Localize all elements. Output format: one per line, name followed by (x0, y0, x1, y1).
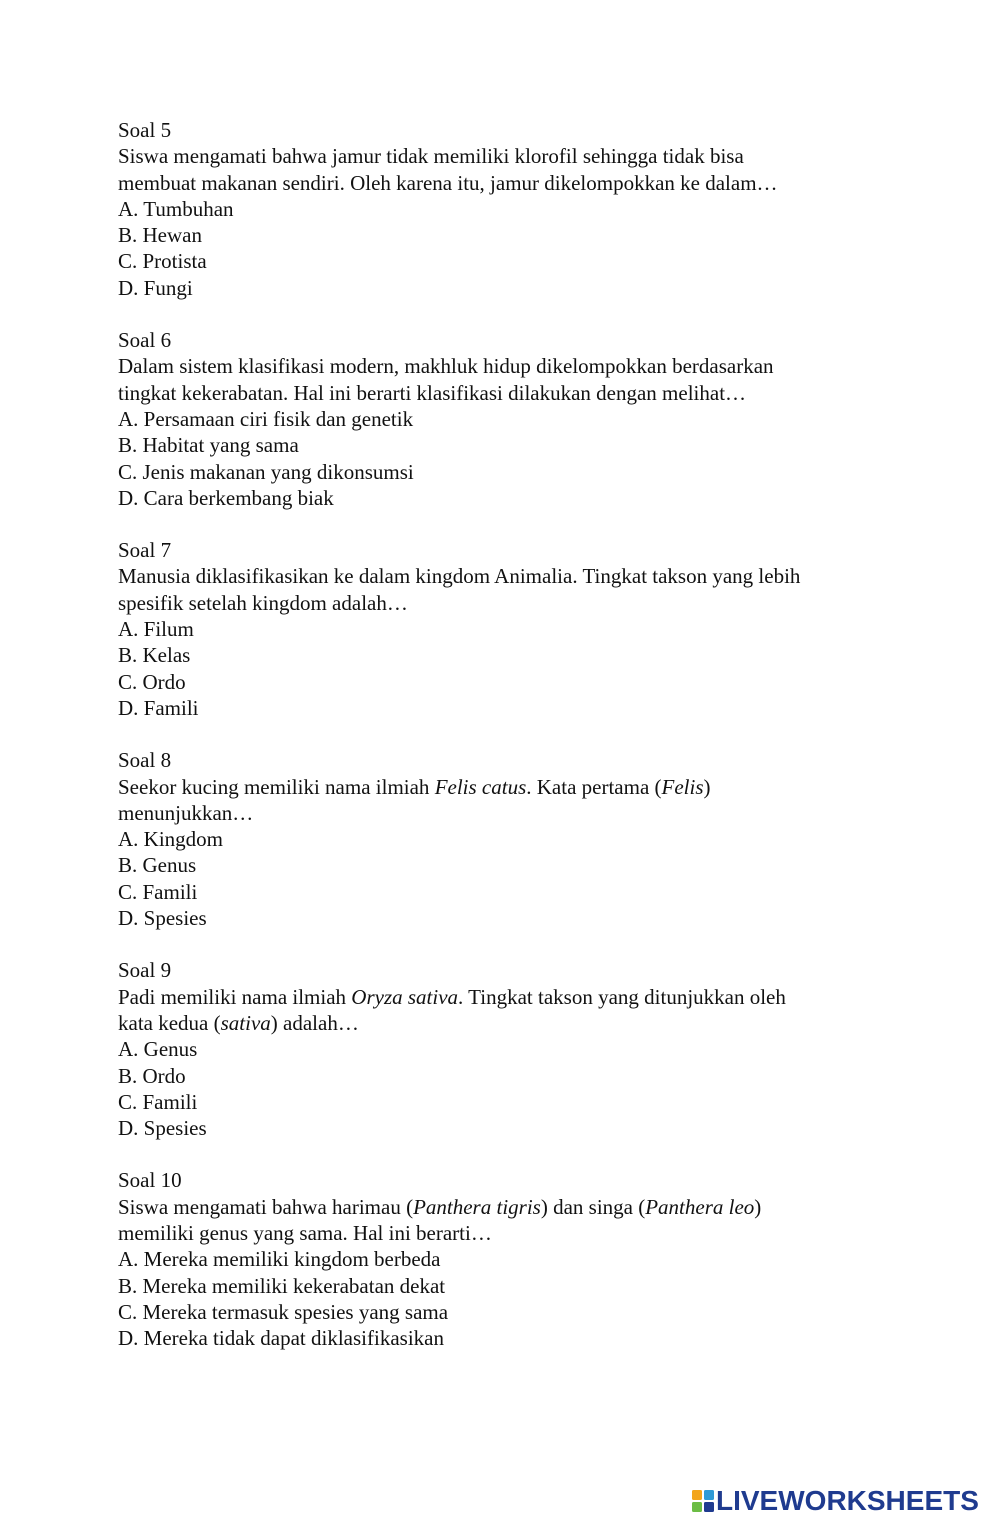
scientific-name: Felis catus (434, 774, 527, 799)
answer-option[interactable]: B. Ordo (118, 1063, 186, 1088)
scientific-name: Panthera leo (645, 1194, 755, 1219)
question-text-line (118, 984, 878, 1010)
question-block (118, 957, 878, 1141)
answer-option[interactable]: A. Kingdom (118, 827, 223, 852)
scientific-name: Panthera tigris (413, 1194, 541, 1219)
question-text: tingkat kekerabatan. Hal ini berarti klasifikasi dilakukan dengan melihat… (118, 380, 747, 405)
question-text: ) (754, 1194, 762, 1219)
question-text: spesifik setelah kingdom adalah… (118, 590, 408, 615)
answer-option[interactable]: D. Spesies (118, 906, 207, 931)
question-text-line (118, 774, 878, 800)
question-text-line (118, 800, 878, 826)
answer-option[interactable]: C. Famili (118, 879, 198, 904)
question-title: Soal 9 (118, 958, 172, 983)
answer-option[interactable]: B. Kelas (118, 643, 191, 668)
question-title: Soal 5 (118, 118, 172, 142)
answer-option[interactable]: A. Filum (118, 617, 194, 642)
scientific-name: Oryza sativa (351, 984, 459, 1009)
question-text-line (118, 1220, 878, 1246)
question-title: Soal 7 (118, 538, 172, 563)
answer-option[interactable]: A. Persamaan ciri fisik dan genetik (118, 406, 414, 431)
question-text-line (118, 1194, 878, 1220)
question-title: Soal 10 (118, 1168, 182, 1193)
answer-option[interactable]: D. Cara berkembang biak (118, 485, 334, 510)
answer-option[interactable]: C. Jenis makanan yang dikonsumsi (118, 459, 414, 484)
question-block (118, 747, 878, 931)
answer-option[interactable]: A. Genus (118, 1037, 198, 1062)
question-text-line (118, 563, 878, 589)
question-text: Manusia diklasifikasikan ke dalam kingdom Animalia. Tingkat takson yang lebih (118, 564, 801, 589)
question-title: Soal 6 (118, 328, 172, 353)
answer-option[interactable]: B. Hewan (118, 223, 202, 248)
question-text-line (118, 1010, 878, 1036)
answer-option[interactable]: D. Fungi (118, 275, 193, 300)
scientific-name: Felis (661, 774, 704, 799)
question-text: memiliki genus yang sama. Hal ini berarti… (118, 1220, 492, 1245)
question-text: Siswa mengamati bahwa jamur tidak memiliki klorofil sehingga tidak bisa (118, 144, 744, 169)
liveworksheets-logo[interactable] (692, 1484, 979, 1518)
question-text: Seekor kucing memiliki nama ilmiah (118, 774, 435, 799)
question-text: ) dan singa ( (540, 1194, 646, 1219)
question-text: Padi memiliki nama ilmiah (118, 984, 352, 1009)
answer-option[interactable]: D. Spesies (118, 1116, 207, 1141)
answer-option[interactable]: A. Tumbuhan (118, 196, 234, 221)
question-text-line (118, 590, 878, 616)
question-text-line (118, 353, 878, 379)
answer-option[interactable]: C. Famili (118, 1089, 198, 1114)
answer-option[interactable]: A. Mereka memiliki kingdom berbeda (118, 1247, 441, 1272)
answer-option[interactable]: C. Protista (118, 249, 207, 274)
question-text-line (118, 143, 878, 169)
question-text: Siswa mengamati bahwa harimau ( (118, 1194, 414, 1219)
answer-option[interactable]: C. Ordo (118, 669, 186, 694)
question-text: menunjukkan… (118, 800, 254, 825)
question-text: . Kata pertama ( (526, 774, 662, 799)
answer-option[interactable]: C. Mereka termasuk spesies yang sama (118, 1299, 449, 1324)
logo-text: LIVEWORKSHEETS (716, 1485, 979, 1516)
question-text: ) (703, 774, 711, 799)
question-title: Soal 8 (118, 748, 172, 773)
liveworksheets-logo-icon (692, 1490, 714, 1512)
question-block (118, 537, 878, 721)
question-block (118, 1167, 878, 1351)
answer-option[interactable]: B. Genus (118, 853, 197, 878)
question-text: ) adalah… (270, 1010, 359, 1035)
question-text: membuat makanan sendiri. Oleh karena itu, jamur dikelompokkan ke dalam… (118, 170, 778, 195)
question-text: . Tingkat takson yang ditunjukkan oleh (458, 984, 786, 1009)
question-text-line (118, 380, 878, 406)
question-block (118, 117, 878, 301)
answer-option[interactable]: B. Habitat yang sama (118, 433, 299, 458)
answer-option[interactable]: B. Mereka memiliki kekerabatan dekat (118, 1273, 446, 1298)
question-block (118, 327, 878, 511)
question-text: kata kedua ( (118, 1010, 221, 1035)
worksheet-page (118, 117, 878, 1377)
question-text: Dalam sistem klasifikasi modern, makhluk hidup dikelompokkan berdasarkan (118, 354, 774, 379)
question-text-line (118, 170, 878, 196)
answer-option[interactable]: D. Famili (118, 695, 199, 720)
answer-option[interactable]: D. Mereka tidak dapat diklasifikasikan (118, 1326, 444, 1351)
scientific-name: sativa (220, 1010, 271, 1035)
